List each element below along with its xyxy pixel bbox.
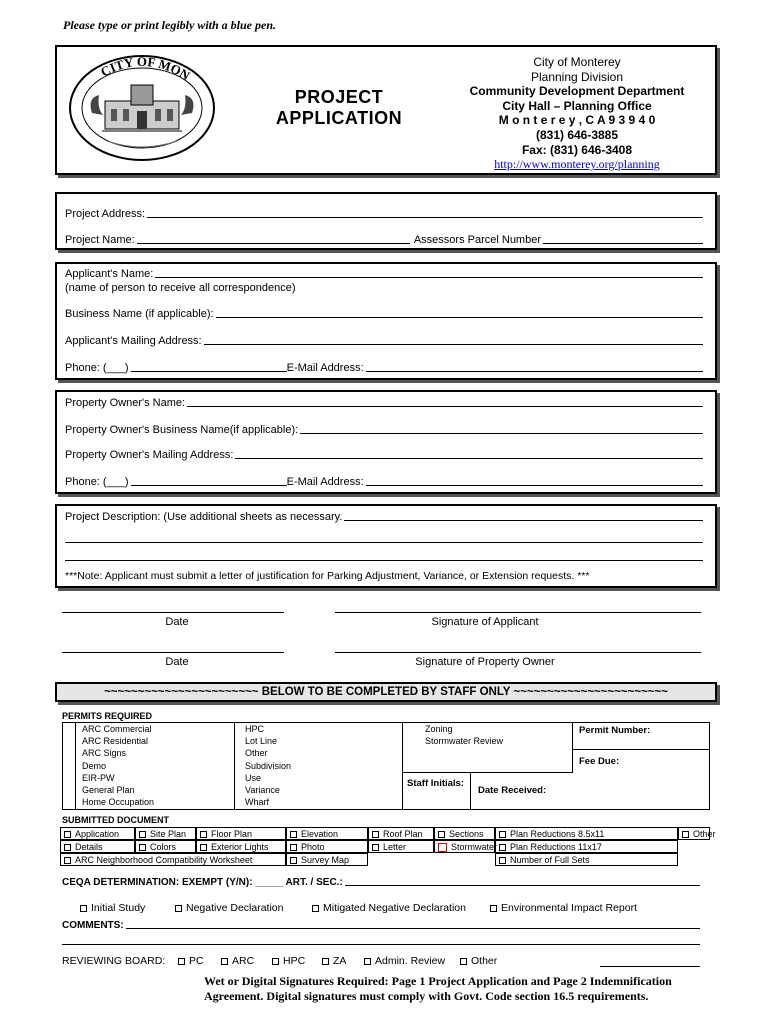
permit-option[interactable]: Home Occupation bbox=[82, 797, 155, 808]
submitted-doc-label: Plan Reductions 11x17 bbox=[510, 842, 602, 852]
permit-option[interactable]: HPC bbox=[245, 724, 265, 734]
submitted-doc-label: Number of Full Sets bbox=[510, 855, 590, 865]
permits-col3 bbox=[403, 723, 573, 773]
staff-initials-cell[interactable] bbox=[403, 773, 471, 809]
submitted-doc-option[interactable] bbox=[196, 840, 286, 853]
comments-field-2[interactable] bbox=[62, 944, 700, 945]
svg-text:CITY OF MONTEREY bbox=[67, 53, 193, 83]
checkbox-icon[interactable] bbox=[682, 831, 689, 838]
permit-option[interactable]: Other bbox=[245, 748, 268, 759]
office-address: M o n t e r e y , C A 9 3 9 4 0 bbox=[498, 113, 656, 128]
submitted-doc-label: ARC Neighborhood Compatibility Worksheet bbox=[75, 855, 253, 865]
submitted-doc-label: Site Plan bbox=[150, 829, 187, 839]
description-field-2[interactable] bbox=[65, 542, 703, 543]
owner-signature-label: Signature of Property Owner bbox=[415, 656, 555, 668]
ceqa-options bbox=[80, 902, 720, 916]
checkbox-icon[interactable] bbox=[64, 857, 71, 864]
owner-section bbox=[55, 390, 717, 494]
applicant-signature-label: Signature of Applicant bbox=[431, 616, 539, 628]
office-city: City of Monterey bbox=[533, 55, 621, 69]
seal-text: CITY OF MON bbox=[98, 53, 193, 84]
ceqa-option-label: Negative Declaration bbox=[186, 902, 284, 914]
checkbox-icon[interactable] bbox=[312, 905, 319, 912]
reviewing-label: REVIEWING BOARD: bbox=[62, 955, 166, 967]
footer-note bbox=[204, 974, 672, 1004]
comments-field-1[interactable] bbox=[126, 928, 700, 929]
comments-label: COMMENTS: bbox=[62, 920, 124, 931]
date-label-1: Date bbox=[165, 616, 189, 628]
ceqa-option[interactable] bbox=[80, 902, 145, 914]
form-title-line1: PROJECT bbox=[294, 87, 384, 107]
staff-initials-label: Staff Initials: bbox=[407, 778, 465, 789]
apn-field[interactable] bbox=[543, 243, 703, 244]
submitted-doc-label: Elevation bbox=[301, 829, 339, 839]
reviewing-option-label: HPC bbox=[283, 955, 306, 967]
checkbox-icon[interactable] bbox=[139, 831, 146, 838]
reviewing-options bbox=[178, 955, 658, 969]
checkbox-icon[interactable] bbox=[499, 857, 506, 864]
submitted-doc-label: Colors bbox=[150, 842, 177, 852]
project-name-label: Project Name: bbox=[65, 234, 135, 246]
submitted-doc-option[interactable] bbox=[495, 840, 678, 853]
submitted-doc-option[interactable] bbox=[434, 840, 498, 853]
submitted-doc-option[interactable] bbox=[135, 840, 196, 853]
applicant-name-field[interactable] bbox=[155, 277, 703, 278]
permits-col2 bbox=[235, 723, 403, 809]
ceqa-option[interactable] bbox=[175, 902, 283, 914]
checkbox-icon[interactable] bbox=[139, 844, 146, 851]
owner-email-field[interactable] bbox=[366, 485, 703, 486]
office-department: Community Development Department bbox=[469, 84, 685, 99]
reviewing-other-field[interactable] bbox=[600, 966, 700, 967]
permits-table bbox=[62, 722, 710, 810]
office-location: City Hall – Planning Office bbox=[502, 98, 652, 113]
submitted-doc-option[interactable] bbox=[368, 827, 434, 840]
submitted-doc-option[interactable] bbox=[495, 827, 678, 840]
checkbox-icon[interactable] bbox=[64, 831, 71, 838]
ceqa-option[interactable] bbox=[312, 902, 466, 914]
header-box bbox=[55, 45, 717, 175]
applicant-phone-field[interactable] bbox=[131, 371, 287, 372]
permits-heading: PERMITS REQUIRED bbox=[62, 711, 153, 721]
reviewing-option-label: ARC bbox=[232, 955, 255, 967]
submitted-doc-label: Other bbox=[693, 829, 716, 839]
project-section bbox=[55, 192, 717, 250]
fee-due-label: Fee Due: bbox=[579, 756, 620, 767]
checkbox-icon[interactable] bbox=[200, 831, 207, 838]
checkbox-icon[interactable] bbox=[372, 831, 379, 838]
permit-option[interactable]: Zoning bbox=[425, 724, 453, 734]
owner-phone-label: Phone: (___) bbox=[65, 476, 129, 488]
applicant-email-label: E-Mail Address: bbox=[286, 362, 364, 374]
checkbox-icon[interactable] bbox=[272, 958, 279, 965]
business-name-field[interactable] bbox=[216, 317, 703, 318]
applicant-name-note: (name of person to receive all correspondence) bbox=[65, 282, 296, 294]
description-label: Project Description: (Use additional sheets as necessary. bbox=[65, 511, 343, 523]
submitted-doc-label: Photo bbox=[301, 842, 325, 852]
ceqa-option-label: Initial Study bbox=[91, 902, 146, 914]
project-address-label: Project Address: bbox=[65, 208, 146, 220]
justification-note: ***Note: Applicant must submit a letter of justification for Parking Adjustment, Variance, or Extension requests. *** bbox=[65, 570, 590, 582]
submitted-doc-option[interactable] bbox=[434, 827, 495, 840]
checkbox-icon[interactable] bbox=[490, 905, 497, 912]
submitted-doc-label: Stormwater bbox=[451, 842, 498, 852]
description-field-3[interactable] bbox=[65, 560, 703, 561]
submitted-doc-option[interactable] bbox=[135, 827, 196, 840]
permit-option[interactable]: Subdivision bbox=[245, 760, 292, 771]
reviewing-option[interactable] bbox=[178, 955, 204, 967]
office-info bbox=[455, 55, 699, 172]
permit-option[interactable]: General Plan bbox=[82, 785, 135, 796]
applicant-section bbox=[55, 262, 717, 380]
instructions: Please type or print legibly with a blue pen. bbox=[63, 18, 276, 32]
permit-option[interactable]: Demo bbox=[82, 760, 107, 771]
submitted-doc-option[interactable] bbox=[678, 827, 716, 840]
permit-option[interactable]: Wharf bbox=[245, 797, 270, 808]
owner-email-label: E-Mail Address: bbox=[286, 476, 364, 488]
submitted-doc-label: Survey Map bbox=[301, 855, 350, 865]
submitted-doc-option[interactable] bbox=[60, 840, 135, 853]
reviewing-option[interactable] bbox=[364, 955, 445, 967]
office-url-link[interactable]: http://www.monterey.org/planning bbox=[494, 157, 660, 172]
footer-line-1: Wet or Digital Signatures Required: Page 1 Project Application and Page 2 Indemnification bbox=[204, 974, 672, 988]
reviewing-option[interactable] bbox=[221, 955, 254, 967]
checkbox-icon[interactable] bbox=[80, 905, 87, 912]
submitted-doc-label: Plan Reductions 8.5x11 bbox=[510, 829, 605, 839]
date-field-1[interactable] bbox=[62, 612, 284, 613]
checkbox-icon[interactable] bbox=[221, 958, 228, 965]
reviewing-option-label: PC bbox=[189, 955, 204, 967]
ceqa-option-label: Mitigated Negative Declaration bbox=[323, 902, 466, 914]
date-label-2: Date bbox=[165, 656, 189, 668]
permit-option[interactable]: Variance bbox=[245, 785, 280, 796]
description-field-1[interactable] bbox=[344, 520, 703, 521]
checkbox-icon[interactable] bbox=[200, 844, 207, 851]
checkbox-icon[interactable] bbox=[438, 843, 447, 852]
permits-col1 bbox=[75, 723, 235, 809]
date-received-label: Date Received: bbox=[478, 785, 547, 796]
ceqa-label: CEQA DETERMINATION: EXEMPT (Y/N): _____ ART. / SEC.: bbox=[62, 877, 343, 888]
ceqa-option-label: Environmental Impact Report bbox=[501, 902, 637, 914]
checkbox-icon[interactable] bbox=[372, 844, 379, 851]
applicant-mailing-field[interactable] bbox=[204, 344, 703, 345]
office-division: Planning Division bbox=[530, 69, 624, 84]
checkbox-icon[interactable] bbox=[499, 831, 506, 838]
submitted-doc-option[interactable] bbox=[286, 840, 368, 853]
submitted-heading: SUBMITTED DOCUMENT bbox=[62, 815, 169, 825]
submitted-doc-option[interactable] bbox=[60, 827, 135, 840]
submitted-doc-option[interactable] bbox=[60, 853, 286, 866]
checkbox-icon[interactable] bbox=[322, 958, 329, 965]
project-address-field[interactable] bbox=[147, 217, 703, 218]
submitted-grid bbox=[60, 827, 716, 869]
checkbox-icon[interactable] bbox=[175, 905, 182, 912]
applicant-name-label: Applicant's Name: bbox=[65, 268, 154, 280]
submitted-doc-label: Exterior Lights bbox=[211, 842, 269, 852]
owner-name-label: Property Owner's Name: bbox=[65, 397, 186, 409]
footer-line-2: Agreement. Digital signatures must comply with Govt. Code section 16.5 requirements. bbox=[204, 989, 649, 1003]
submitted-doc-option[interactable] bbox=[495, 853, 678, 866]
submitted-doc-label: Application bbox=[75, 829, 120, 839]
applicant-email-field[interactable] bbox=[366, 371, 703, 372]
project-name-field[interactable] bbox=[137, 243, 410, 244]
reviewing-option[interactable] bbox=[322, 955, 346, 967]
checkbox-icon[interactable] bbox=[460, 958, 467, 965]
office-phone: (831) 646-3885 bbox=[535, 127, 619, 142]
checkbox-icon[interactable] bbox=[64, 844, 71, 851]
ceqa-row bbox=[62, 877, 700, 888]
applicant-phone-label: Phone: (___) bbox=[65, 362, 129, 374]
apn-label: Assessors Parcel Number bbox=[413, 234, 541, 246]
ceqa-option[interactable] bbox=[490, 902, 637, 914]
form-title bbox=[269, 87, 409, 129]
reviewing-option-label: Other bbox=[471, 955, 498, 967]
submitted-doc-option[interactable] bbox=[368, 840, 434, 853]
date-field-2[interactable] bbox=[62, 652, 284, 653]
form-title-line2: APPLICATION bbox=[275, 108, 403, 128]
permit-option[interactable]: Use bbox=[245, 772, 262, 783]
checkbox-icon[interactable] bbox=[290, 844, 297, 851]
reviewing-option-label: ZA bbox=[333, 955, 347, 967]
business-name-label: Business Name (if applicable): bbox=[65, 308, 214, 320]
reviewing-option[interactable] bbox=[460, 955, 497, 967]
owner-business-label: Property Owner's Business Name(if applicable): bbox=[65, 424, 299, 436]
owner-phone-field[interactable] bbox=[131, 485, 287, 486]
checkbox-icon[interactable] bbox=[364, 958, 371, 965]
submitted-doc-label: Roof Plan bbox=[383, 829, 423, 839]
staff-banner: ~~~~~~~~~~~~~~~~~~~~~~~ BELOW TO BE COMPLETED BY STAFF ONLY ~~~~~~~~~~~~~~~~~~~~~~~ bbox=[55, 682, 717, 702]
permit-option[interactable]: Stormwater Review bbox=[425, 736, 504, 747]
applicant-signature-field[interactable] bbox=[335, 612, 701, 613]
permit-number-field[interactable] bbox=[573, 749, 710, 750]
checkbox-icon[interactable] bbox=[499, 844, 506, 851]
ceqa-field[interactable] bbox=[345, 885, 700, 886]
permit-option[interactable]: ARC Commercial bbox=[82, 724, 152, 734]
submitted-doc-label: Details bbox=[75, 842, 103, 852]
submitted-doc-label: Letter bbox=[383, 842, 407, 852]
owner-signature-field[interactable] bbox=[335, 652, 701, 653]
submitted-doc-label: Sections bbox=[449, 829, 484, 839]
description-section bbox=[55, 504, 717, 588]
submitted-doc-option[interactable] bbox=[286, 827, 368, 840]
owner-business-field[interactable] bbox=[300, 433, 703, 434]
owner-name-field[interactable] bbox=[187, 406, 703, 407]
city-seal bbox=[67, 53, 217, 163]
office-fax: Fax: (831) 646-3408 bbox=[521, 142, 633, 157]
permit-option[interactable]: ARC Residential bbox=[82, 736, 149, 747]
permit-option[interactable]: EIR-PW bbox=[82, 772, 115, 783]
checkbox-icon[interactable] bbox=[178, 958, 185, 965]
submitted-doc-option[interactable] bbox=[286, 853, 368, 866]
submitted-doc-option[interactable] bbox=[196, 827, 286, 840]
applicant-mailing-label: Applicant's Mailing Address: bbox=[65, 335, 202, 347]
permit-option[interactable]: Lot Line bbox=[245, 736, 278, 747]
checkbox-icon[interactable] bbox=[290, 857, 297, 864]
permit-option[interactable]: ARC Signs bbox=[82, 748, 127, 759]
owner-mailing-field[interactable] bbox=[235, 458, 703, 459]
permit-number-label: Permit Number: bbox=[579, 725, 651, 736]
submitted-doc-label: Floor Plan bbox=[211, 829, 253, 839]
comments-row bbox=[62, 920, 700, 931]
reviewing-option-label: Admin. Review bbox=[375, 955, 446, 967]
owner-mailing-label: Property Owner's Mailing Address: bbox=[65, 449, 234, 461]
checkbox-icon[interactable] bbox=[438, 831, 445, 838]
reviewing-option[interactable] bbox=[272, 955, 305, 967]
checkbox-icon[interactable] bbox=[290, 831, 297, 838]
